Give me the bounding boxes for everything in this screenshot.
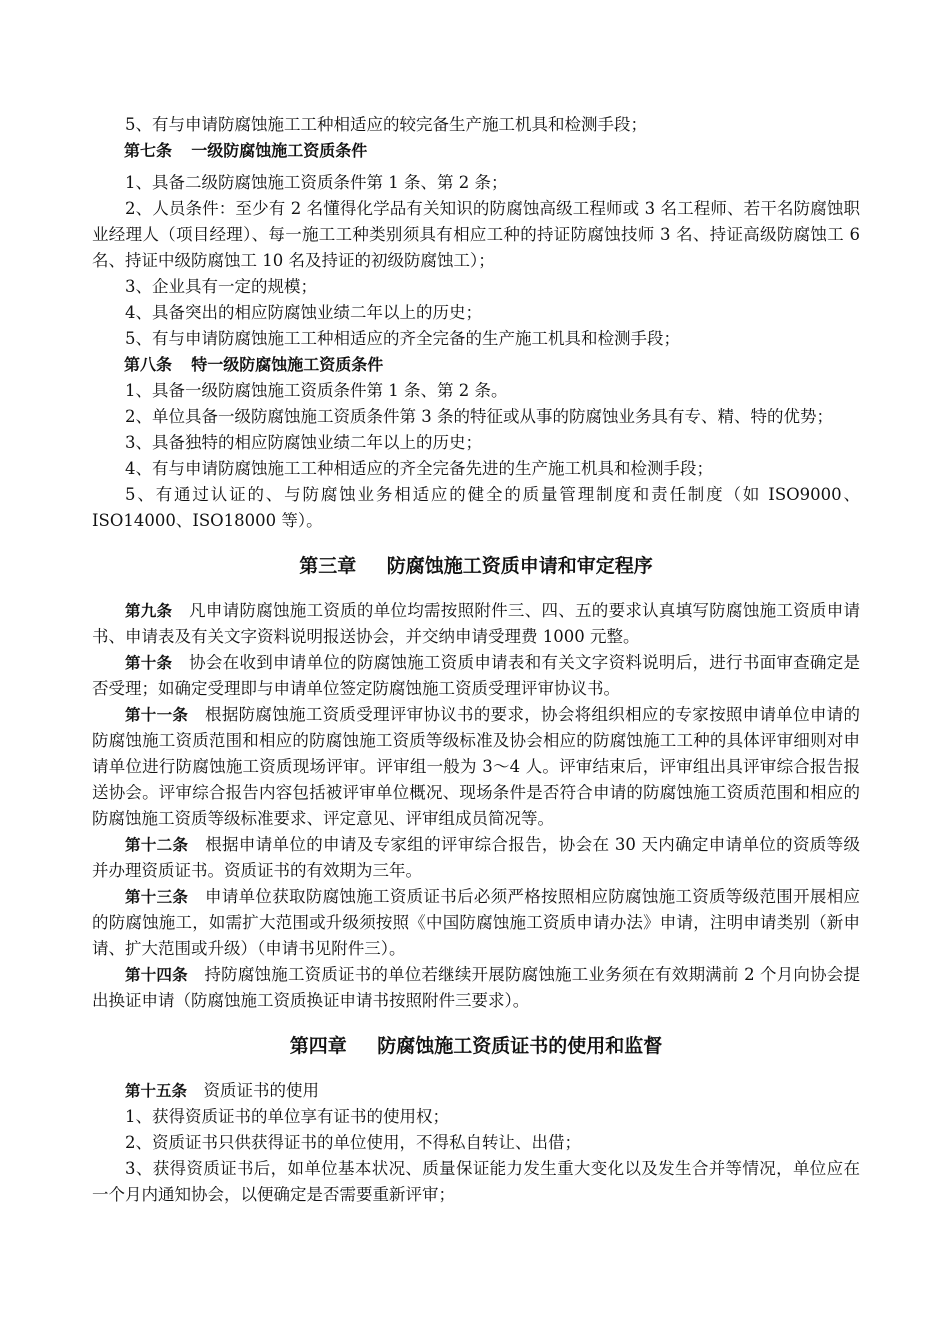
article7-item4: 4、具备突出的相应防腐蚀业绩二年以上的历史； bbox=[125, 303, 482, 322]
article14-text: 持防腐蚀施工资质证书的单位若继续开展防腐蚀施工业务须在有效期满前 2 个月向协会提出换证申请（防腐蚀施工资质换证申请书按照附件三要求）。 bbox=[92, 965, 860, 1010]
article8-title: 特一级防腐蚀施工资质条件 bbox=[191, 355, 384, 374]
article8-item5: 5、有通过认证的、与防腐蚀业务相适应的健全的质量管理制度和责任制度（如 ISO9000、ISO14000、ISO18000 等）。 bbox=[92, 485, 860, 530]
article8-item3: 3、具备独特的相应防腐蚀业绩二年以上的历史； bbox=[125, 433, 482, 452]
chapter3-number: 第三章 bbox=[299, 555, 357, 577]
chapter3-title: 防腐蚀施工资质申请和审定程序 bbox=[386, 555, 653, 577]
article8-item1: 1、具备一级防腐蚀施工资质条件第 1 条、第 2 条。 bbox=[125, 381, 508, 400]
article13-label: 第十三条 bbox=[125, 888, 189, 906]
article6-item5: 5、有与申请防腐蚀施工工种相适应的较完备生产施工机具和检测手段； bbox=[125, 115, 647, 134]
article10 bbox=[92, 650, 860, 702]
article7-title: 一级防腐蚀施工资质条件 bbox=[191, 141, 368, 160]
article15-title: 资质证书的使用 bbox=[203, 1081, 320, 1100]
article13 bbox=[92, 884, 860, 962]
chapter4-title: 防腐蚀施工资质证书的使用和监督 bbox=[377, 1035, 663, 1057]
article14 bbox=[92, 962, 860, 1014]
article11-label: 第十一条 bbox=[125, 706, 189, 724]
article9-text: 凡申请防腐蚀施工资质的单位均需按照附件三、四、五的要求认真填写防腐蚀施工资质申请书、申请表及有关文字资料说明报送协会，并交纳申请受理费 1000 元整。 bbox=[92, 601, 860, 646]
article8-heading bbox=[92, 352, 860, 378]
article7-heading bbox=[92, 138, 860, 164]
article10-text: 协会在收到申请单位的防腐蚀施工资质申请表和有关文字资料说明后，进行书面审查确定是否受理；如确定受理即与申请单位签定防腐蚀施工资质受理评审协议书。 bbox=[92, 653, 860, 698]
document-page bbox=[92, 112, 860, 1208]
chapter4-number: 第四章 bbox=[289, 1035, 347, 1057]
article10-label: 第十条 bbox=[125, 654, 173, 672]
article7-item1: 1、具备二级防腐蚀施工资质条件第 1 条、第 2 条； bbox=[125, 173, 508, 192]
article8-item2: 2、单位具备一级防腐蚀施工资质条件第 3 条的特征或从事的防腐蚀业务具有专、精、特的优势； bbox=[125, 407, 833, 426]
article13-text: 申请单位获取防腐蚀施工资质证书后必须严格按照相应防腐蚀施工资质等级范围开展相应的防腐蚀施工，如需扩大范围或升级须按照《中国防腐蚀施工资质申请办法》申请，注明申请类别（新申请、扩大范围或升级）（申请书见附件三）。 bbox=[92, 887, 860, 958]
article11 bbox=[92, 702, 860, 832]
article9-label: 第九条 bbox=[125, 602, 173, 620]
article15-heading bbox=[92, 1078, 860, 1104]
article15-item3: 3、获得资质证书后，如单位基本状况、质量保证能力发生重大变化以及发生合并等情况，单位应在一个月内通知协会，以便确定是否需要重新评审； bbox=[92, 1159, 860, 1204]
chapter4-heading bbox=[92, 1014, 860, 1078]
article7-item3: 3、企业具有一定的规模； bbox=[125, 277, 317, 296]
article7-item5: 5、有与申请防腐蚀施工工种相适应的齐全完备的生产施工机具和检测手段； bbox=[125, 329, 680, 348]
article15-item1: 1、获得资质证书的单位享有证书的使用权； bbox=[125, 1107, 449, 1126]
article7-item2: 2、人员条件：至少有 2 名懂得化学品有关知识的防腐蚀高级工程师或 3 名工程师、若干名防腐蚀职业经理人（项目经理）、每一施工工种类别须具有相应工种的持证防腐蚀技师 3 名、持证高级防腐蚀工 6 名、持证中级防腐蚀工 10 名及持证的初级防腐蚀工）； bbox=[92, 199, 860, 270]
article8-item4: 4、有与申请防腐蚀施工工种相适应的齐全完备先进的生产施工机具和检测手段； bbox=[125, 459, 713, 478]
article7-label: 第七条 bbox=[124, 141, 173, 160]
article12-label: 第十二条 bbox=[125, 836, 189, 854]
article12-text: 根据申请单位的申请及专家组的评审综合报告，协会在 30 天内确定申请单位的资质等级并办理资质证书。资质证书的有效期为三年。 bbox=[92, 835, 860, 880]
chapter3-heading bbox=[92, 534, 860, 598]
article14-label: 第十四条 bbox=[125, 966, 188, 984]
article8-label: 第八条 bbox=[124, 355, 173, 374]
article11-text: 根据防腐蚀施工资质受理评审协议书的要求，协会将组织相应的专家按照申请单位申请的防腐蚀施工资质范围和相应的防腐蚀施工资质等级标准及协会相应的防腐蚀施工工种的具体评审细则对申请单位进行防腐蚀施工资质现场评审。评审组一般为 3～4 人。评审结束后，评审组出具评审综合报告报送协会。评审综合报告内容包括被评审单位概况、现场条件是否符合申请的防腐蚀施工资质范围和相应的防腐蚀施工资质等级标准要求、评定意见、评审组成员简况等。 bbox=[92, 705, 860, 828]
article15-label: 第十五条 bbox=[125, 1082, 188, 1100]
article12 bbox=[92, 832, 860, 884]
article9 bbox=[92, 598, 860, 650]
article15-item2: 2、资质证书只供获得证书的单位使用，不得私自转让、出借； bbox=[125, 1133, 581, 1152]
